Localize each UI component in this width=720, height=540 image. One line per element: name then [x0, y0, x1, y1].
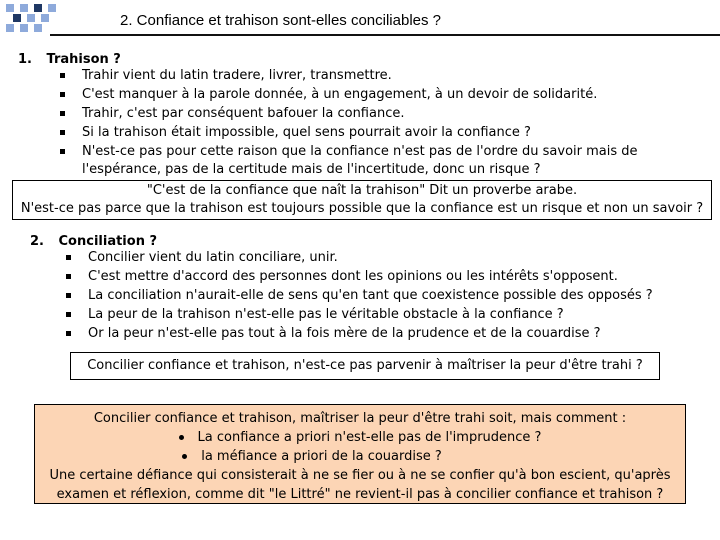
bullet-square-icon — [66, 293, 71, 298]
bullet-square-icon — [60, 111, 65, 116]
conclusion-line-4: Une certaine défiance qui consisterait à ne se fier ou à ne se confier qu'à bon escient, qu'après — [49, 468, 671, 483]
section2-number: 2. — [30, 234, 44, 249]
page-title: 2. Confiance et trahison sont-elles conciliables ? — [120, 12, 442, 29]
list-item-continuation: l'espérance, pas de la certitude mais de l'incertitude, donc un risque ? — [82, 162, 541, 177]
section1-heading — [18, 52, 121, 67]
bullet-square-icon — [60, 130, 65, 135]
bullet-dot-icon — [182, 454, 187, 459]
conclusion-intro: Concilier confiance et trahison, maîtriser la peur d'être trahi soit, mais comment : — [93, 411, 627, 426]
section2-title: Conciliation ? — [58, 234, 158, 249]
conclusion-box — [34, 404, 686, 504]
bullet-square-icon — [66, 331, 71, 336]
bullet-square-icon — [66, 274, 71, 279]
section1-title: Trahison ? — [46, 52, 121, 67]
quote-line-2: N'est-ce pas parce que la trahison est toujours possible que la confiance est un risque et non un savoir ? — [20, 201, 704, 216]
quote-line-1: "C'est de la confiance que naît la trahison" Dit un proverbe arabe. — [146, 183, 578, 198]
bullet-dot-icon — [179, 435, 184, 440]
bullet-square-icon — [66, 312, 71, 317]
bullet-square-icon — [60, 92, 65, 97]
conclusion-point: la méfiance a priori de la couardise ? — [35, 447, 685, 466]
section1-number: 1. — [18, 52, 32, 67]
bullet-square-icon — [60, 149, 65, 154]
question-box: Concilier confiance et trahison, n'est-ce pas parvenir à maîtriser la peur d'être trahi ? — [70, 352, 660, 380]
bullet-square-icon — [66, 255, 71, 260]
corner-decoration — [0, 0, 120, 36]
conclusion-line-5: examen et réflexion, comme dit "le Littré" ne revient-il pas à concilier confiance et trahison ? — [56, 487, 664, 502]
bullet-square-icon — [60, 73, 65, 78]
title-underline — [50, 34, 720, 36]
quote-box — [12, 180, 712, 220]
section2-heading — [30, 234, 157, 249]
conclusion-point: La confiance a priori n'est-elle pas de l'imprudence ? — [35, 428, 685, 447]
